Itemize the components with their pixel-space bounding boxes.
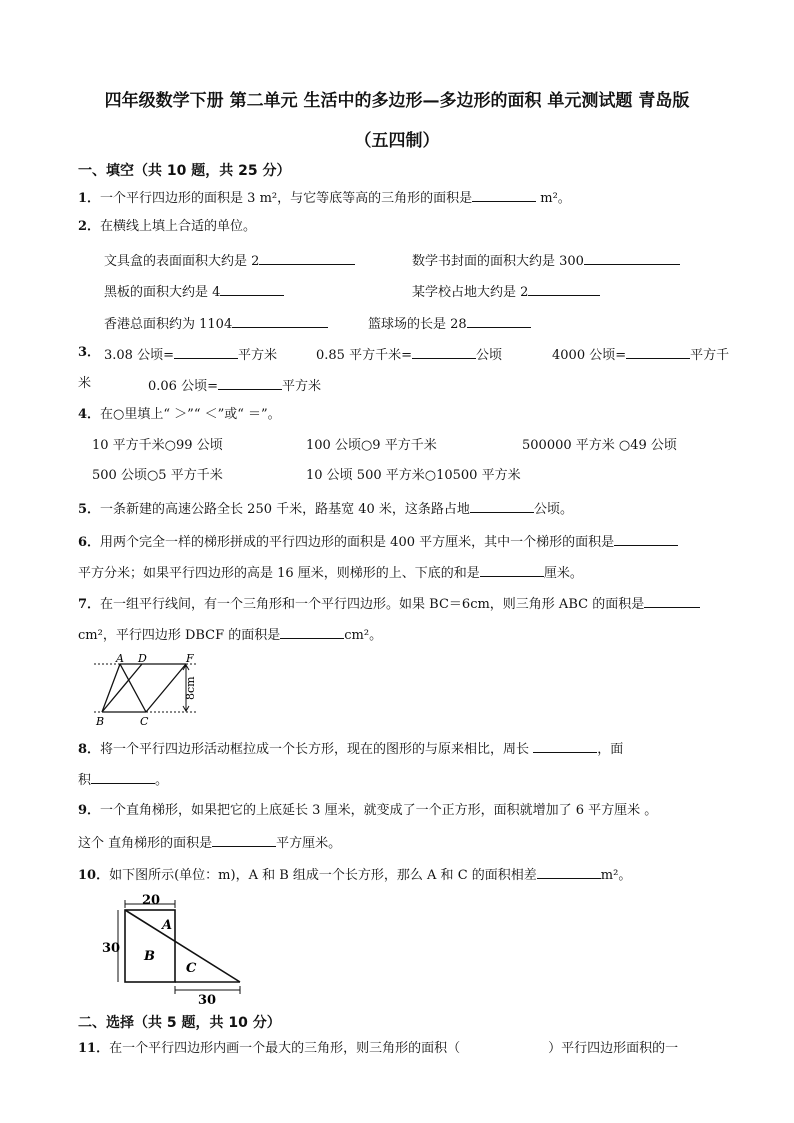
question-1: 1．一个平行四边形的面积是 3 m²，与它等底等高的三角形的面积是 m²。 — [78, 187, 571, 208]
answer-blank[interactable] — [232, 313, 328, 328]
label-d: D — [138, 652, 147, 665]
question-8: 8．将一个平行四边形活动框拉成一个长方形，现在的图形的与原来相比，周长 ，面 — [78, 738, 623, 759]
q4-item: 10 公顷 500 平方米○10500 平方米 — [306, 468, 521, 483]
question-7-cont: cm²，平行四边形 DBCF 的面积是 cm²。 — [78, 624, 382, 645]
question-8-cont: 积 。 — [78, 769, 168, 790]
q2-item: 黑板的面积大约是 4 — [104, 281, 284, 302]
question-11: 11．在一个平行四边形内画一个最大的三角形，则三角形的面积（ ）平行四边形面积的一 — [78, 1041, 679, 1056]
answer-blank[interactable] — [472, 187, 536, 202]
edge-ab — [102, 664, 120, 712]
q2-item: 数学书封面的面积大约是 300 — [412, 250, 680, 271]
q2-item: 香港总面积约为 1104 — [104, 313, 328, 334]
answer-blank[interactable] — [584, 250, 680, 265]
answer-blank[interactable] — [174, 344, 238, 359]
q3-item: 0.06 公顷= 平方米 — [148, 375, 321, 396]
answer-blank[interactable] — [467, 313, 531, 328]
q3-item: 米 — [78, 376, 92, 391]
q3-item: 3.08 公顷= 平方米 — [104, 344, 277, 365]
q4-item: 10 平方千米○99 公顷 — [92, 438, 223, 453]
q2-item: 某学校占地大约是 2 — [412, 281, 600, 302]
section-heading-choice: 二、选择（共 5 题，共 10 分） — [78, 1015, 281, 1031]
answer-blank[interactable] — [470, 498, 534, 513]
answer-blank[interactable] — [626, 344, 690, 359]
question-6: 6．用两个完全一样的梯形拼成的平行四边形的面积是 400 平方厘米，其中一个梯形的面积是 — [78, 531, 678, 552]
question-7: 7．在一组平行线间，有一个三角形和一个平行四边形。如果 BC＝6cm，则三角形 ABC 的面积是 — [78, 593, 700, 614]
question-10: 10．如下图所示(单位：m)，A 和 B 组成一个长方形，那么 A 和 C 的面积相差 m²。 — [78, 864, 631, 885]
label-c: C — [140, 715, 149, 728]
parallelogram-triangle-figure — [90, 650, 220, 730]
hypotenuse — [125, 910, 240, 982]
answer-blank[interactable] — [212, 832, 276, 847]
answer-blank[interactable] — [614, 531, 678, 546]
answer-blank[interactable] — [259, 250, 355, 265]
answer-blank[interactable] — [218, 375, 282, 390]
answer-blank[interactable] — [528, 281, 600, 296]
label-b: B — [144, 949, 155, 964]
label-b: B — [96, 715, 105, 728]
q3-item: 0.85 平方千米= 公顷 — [316, 344, 502, 365]
height-label: 8cm — [184, 676, 197, 700]
page-title: 四年级数学下册 第二单元 生活中的多边形—多边形的面积 单元测试题 青岛版 — [104, 91, 690, 111]
q4-item: 100 公顷○9 平方千米 — [306, 438, 437, 453]
answer-blank[interactable] — [412, 344, 476, 359]
label-a: A — [116, 652, 124, 665]
q2-item: 文具盒的表面面积大约是 2 — [104, 250, 355, 271]
answer-blank[interactable] — [480, 562, 544, 577]
question-5: 5．一条新建的高速公路全长 250 千米，路基宽 40 米，这条路占地 公顷。 — [78, 498, 573, 519]
section-heading-fill: 一、填空（共 10 题，共 25 分） — [78, 163, 291, 179]
dim-left-label: 30 — [102, 941, 121, 956]
page-subtitle: （五四制） — [354, 131, 440, 151]
q3-item: 4000 公顷= 平方千 — [552, 344, 729, 365]
label-a: A — [162, 918, 173, 933]
q4-item: 500000 平方米 ○49 公顷 — [522, 438, 677, 453]
question-9-cont: 这个 直角梯形的面积是 平方厘米。 — [78, 832, 341, 853]
q4-item: 500 公顷○5 平方千米 — [92, 468, 223, 483]
edge-bd — [102, 664, 142, 712]
question-2: 2．在横线上填上合适的单位。 — [78, 219, 257, 234]
answer-blank[interactable] — [533, 738, 597, 753]
answer-blank[interactable] — [280, 624, 344, 639]
answer-blank[interactable] — [537, 864, 601, 879]
question-4: 4．在○里填上“ ＞”“ ＜”或“ ＝”。 — [78, 407, 281, 422]
answer-blank[interactable] — [220, 281, 284, 296]
question-9: 9．一个直角梯形，如果把它的上底延长 3 厘米，就变成了一个正方形，面积就增加了 6 平方厘米 。 — [78, 803, 658, 818]
rectangle-triangle-figure — [100, 894, 250, 1006]
edge-ac — [120, 664, 146, 712]
question-6-cont: 平方分米；如果平行四边形的高是 16 厘米，则梯形的上、下底的和是 厘米。 — [78, 562, 583, 583]
edge-cf — [146, 664, 186, 712]
label-c: C — [186, 961, 197, 976]
dim-top-label: 20 — [142, 894, 161, 908]
question-3: 3． — [78, 345, 101, 360]
q2-item: 篮球场的长是 28 — [368, 313, 531, 334]
label-f: F — [186, 652, 194, 665]
answer-blank[interactable] — [644, 593, 700, 608]
dim-bottom-label: 30 — [198, 993, 217, 1006]
answer-blank[interactable] — [91, 769, 155, 784]
